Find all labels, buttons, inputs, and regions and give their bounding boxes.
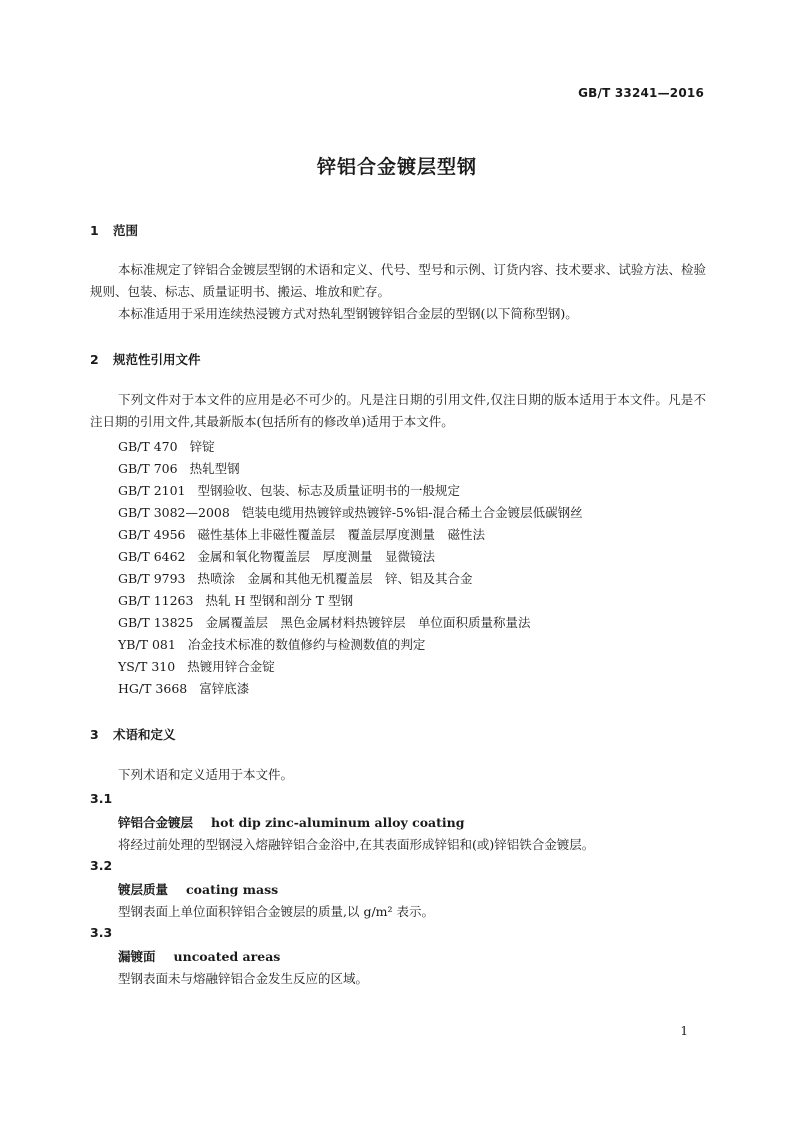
reference-item — [118, 503, 583, 521]
paragraph: 本标准规定了锌铝合金镀层型钢的术语和定义、代号、型号和示例、订货内容、技术要求、试验方法、检验规则、包装、标志、质量证明书、搬运、堆放和贮存。 — [90, 262, 706, 299]
reference-item — [118, 547, 435, 565]
reference-title: 金属覆盖层 黑色金属材料热镀锌层 单位面积质量称量法 — [205, 615, 531, 630]
reference-code: HG/T 3668 — [118, 681, 188, 696]
section-title: 范围 — [113, 223, 139, 238]
reference-item — [118, 613, 530, 631]
reference-code: GB/T 470 — [118, 439, 178, 454]
reference-item — [118, 679, 249, 697]
term-english: coating mass — [186, 882, 279, 897]
term-definition: 将经过前处理的型钢浸入熔融锌铝合金浴中,在其表面形成锌铝和(或)锌铝铁合金镀层。 — [118, 837, 595, 852]
reference-title: 锌锭 — [189, 439, 215, 454]
reference-code: GB/T 4956 — [118, 527, 186, 542]
standard-code: GB/T 33241—2016 — [578, 86, 704, 100]
reference-title: 冶金技术标准的数值修约与检测数值的判定 — [187, 637, 426, 652]
term-number: 3.1 — [90, 791, 113, 806]
page-number: 1 — [680, 1024, 688, 1038]
reference-code: YS/T 310 — [118, 659, 176, 674]
term-chinese: 镀层质量 — [118, 882, 169, 897]
section-title: 规范性引用文件 — [113, 352, 201, 367]
reference-title: 热轧 H 型钢和剖分 T 型钢 — [205, 593, 354, 608]
paragraph: 下列术语和定义适用于本文件。 — [118, 767, 294, 782]
reference-item — [118, 481, 460, 499]
reference-title: 铠装电缆用热镀锌或热镀锌-5%铝-混合稀土合金镀层低碳钢丝 — [241, 505, 583, 520]
term-entry — [118, 813, 465, 831]
reference-title: 热喷涂 金属和其他无机覆盖层 锌、铝及其合金 — [197, 571, 473, 586]
section-heading-normative-references — [90, 350, 201, 368]
reference-title: 金属和氧化物覆盖层 厚度测量 显微镜法 — [197, 549, 436, 564]
reference-title: 富锌底漆 — [199, 681, 250, 696]
section-heading-terms-and-definitions — [90, 725, 176, 743]
reference-title: 型钢验收、包装、标志及质量证明书的一般规定 — [197, 483, 461, 498]
term-chinese: 锌铝合金镀层 — [118, 815, 194, 830]
section-heading-scope — [90, 221, 138, 239]
reference-code: YB/T 081 — [118, 637, 176, 652]
term-number: 3.3 — [90, 925, 113, 940]
reference-title: 热镀用锌合金锭 — [187, 659, 275, 674]
reference-code: GB/T 3082—2008 — [118, 505, 230, 520]
term-number: 3.2 — [90, 858, 113, 873]
term-english: uncoated areas — [173, 949, 281, 964]
term-english: hot dip zinc-aluminum alloy coating — [211, 815, 465, 830]
reference-code: GB/T 11263 — [118, 593, 194, 608]
reference-code: GB/T 706 — [118, 461, 178, 476]
reference-code: GB/T 9793 — [118, 571, 186, 586]
term-entry — [118, 947, 280, 965]
term-definition: 型钢表面上单位面积锌铝合金镀层的质量,以 g/m² 表示。 — [118, 904, 434, 919]
paragraph: 本标准适用于采用连续热浸镀方式对热轧型钢镀锌铝合金层的型钢(以下简称型钢)。 — [118, 306, 578, 321]
reference-item — [118, 525, 485, 543]
paragraph: 下列文件对于本文件的应用是必不可少的。凡是注日期的引用文件,仅注日期的版本适用于本文件。凡是不注日期的引用文件,其最新版本(包括所有的修改单)适用于本文件。 — [90, 392, 706, 429]
term-entry — [118, 880, 278, 898]
section-title: 术语和定义 — [113, 727, 176, 742]
reference-title: 热轧型钢 — [189, 461, 240, 476]
section-number: 1 — [90, 223, 99, 238]
reference-code: GB/T 13825 — [118, 615, 194, 630]
reference-item — [118, 635, 425, 653]
reference-code: GB/T 6462 — [118, 549, 186, 564]
reference-item — [118, 437, 215, 455]
term-definition: 型钢表面未与熔融锌铝合金发生反应的区域。 — [118, 971, 369, 986]
section-number: 3 — [90, 727, 99, 742]
reference-item — [118, 657, 275, 675]
reference-item — [118, 591, 353, 609]
term-chinese: 漏镀面 — [118, 949, 156, 964]
reference-title: 磁性基体上非磁性覆盖层 覆盖层厚度测量 磁性法 — [197, 527, 486, 542]
section-number: 2 — [90, 352, 99, 367]
reference-item — [118, 569, 473, 587]
reference-item — [118, 459, 240, 477]
reference-code: GB/T 2101 — [118, 483, 186, 498]
document-title: 锌铝合金镀层型钢 — [316, 156, 477, 178]
